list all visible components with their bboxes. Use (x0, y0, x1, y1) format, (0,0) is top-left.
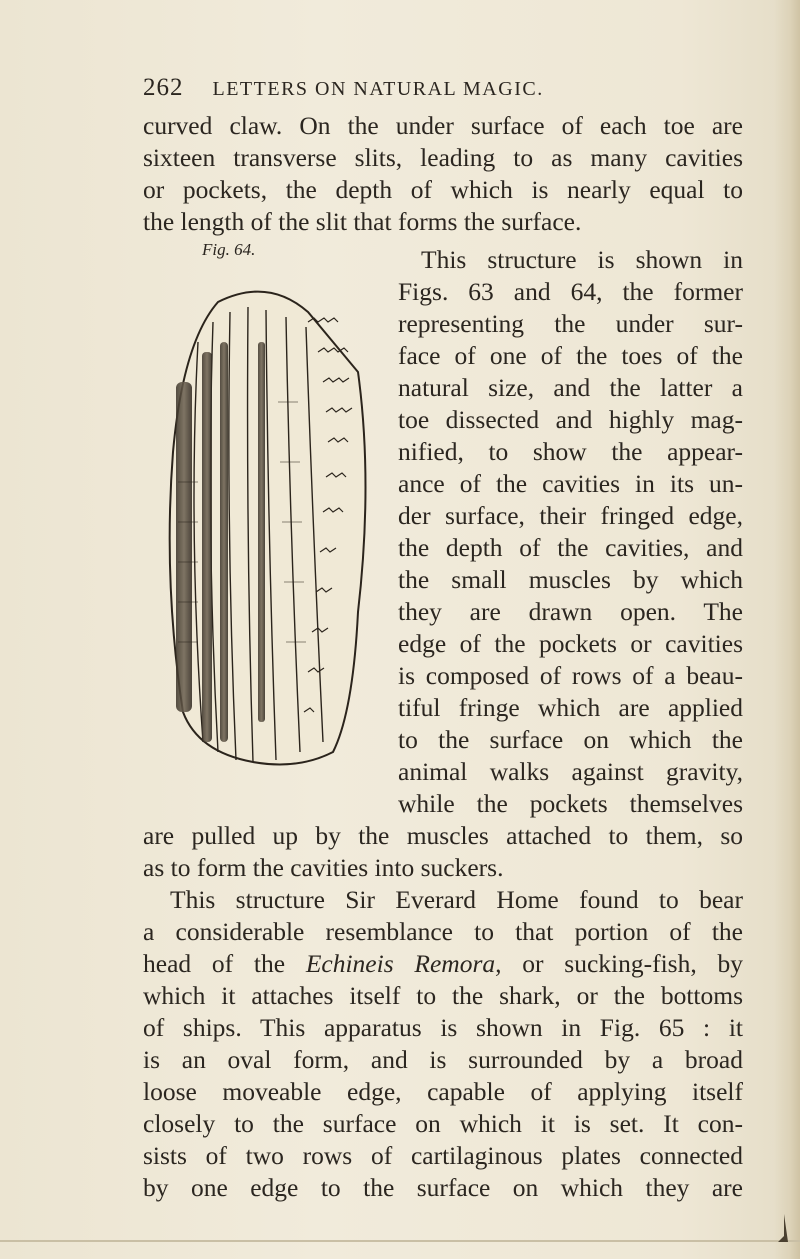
figure-caption: Fig. 64. (202, 240, 256, 259)
text-run: head of the (143, 949, 306, 978)
text-line: tiful fringe which are applied (398, 693, 743, 722)
text-line: sists of two rows of cartilaginous plates connected (143, 1141, 743, 1170)
page-bottom-edge (0, 1240, 800, 1242)
text-line: animal walks against gravity, (398, 757, 743, 786)
text-line: This structure Sir Everard Home found to bear (170, 885, 743, 914)
running-title: LETTERS ON NATURAL MAGIC. (212, 78, 544, 100)
text-line: Figs. 63 and 64, the former (398, 277, 743, 306)
page-marker-icon (772, 1212, 792, 1244)
text-line: as to form the cavities into suckers. (143, 853, 504, 882)
text-line: they are drawn open. The (398, 597, 743, 626)
text-line: representing the under sur- (398, 309, 743, 338)
text-line: which it attaches itself to the shark, or the bottoms (143, 981, 743, 1010)
text-line: nified, to show the appear- (398, 437, 743, 466)
text-line: der surface, their fringed edge, (398, 501, 743, 530)
text-line (143, 948, 743, 980)
text-line: This structure is shown in (421, 245, 743, 274)
text-line: closely to the surface on which it is set. It con- (143, 1109, 743, 1138)
text-line: face of one of the toes of the (398, 341, 743, 370)
text-line: or pockets, the depth of which is nearly equal to (143, 175, 743, 204)
text-line: the length of the slit that forms the surface. (143, 207, 582, 236)
text-line: while the pockets themselves (398, 789, 743, 818)
text-line: the depth of the cavities, and (398, 533, 743, 562)
text-line: curved claw. On the under surface of each toe are (143, 111, 743, 140)
text-line: to the surface on which the (398, 725, 743, 754)
text-line: toe dissected and highly mag- (398, 405, 743, 434)
text-line: sixteen transverse slits, leading to as many cavities (143, 143, 743, 172)
text-line: is composed of rows of a beau- (398, 661, 743, 690)
text-run: or sucking-fish, by (501, 949, 743, 978)
species-name: Echineis Remora, (305, 949, 502, 978)
dissected-toe-illustration (158, 262, 388, 802)
text-line: by one edge to the surface on which they are (143, 1173, 743, 1202)
page-number: 262 (143, 74, 184, 101)
text-line: of ships. This apparatus is shown in Fig. 65 : it (143, 1013, 743, 1042)
page-edge (774, 0, 800, 1259)
text-line: edge of the pockets or cavities (398, 629, 743, 658)
text-line: the small muscles by which (398, 565, 743, 594)
text-line: a considerable resemblance to that portion of the (143, 917, 743, 946)
text-line: ance of the cavities in its un- (398, 469, 743, 498)
text-line: loose moveable edge, capable of applying itself (143, 1077, 743, 1106)
running-header (143, 74, 643, 102)
text-line: is an oval form, and is surrounded by a broad (143, 1045, 743, 1074)
text-line: are pulled up by the muscles attached to them, so (143, 821, 743, 850)
text-line: natural size, and the latter a (398, 373, 743, 402)
